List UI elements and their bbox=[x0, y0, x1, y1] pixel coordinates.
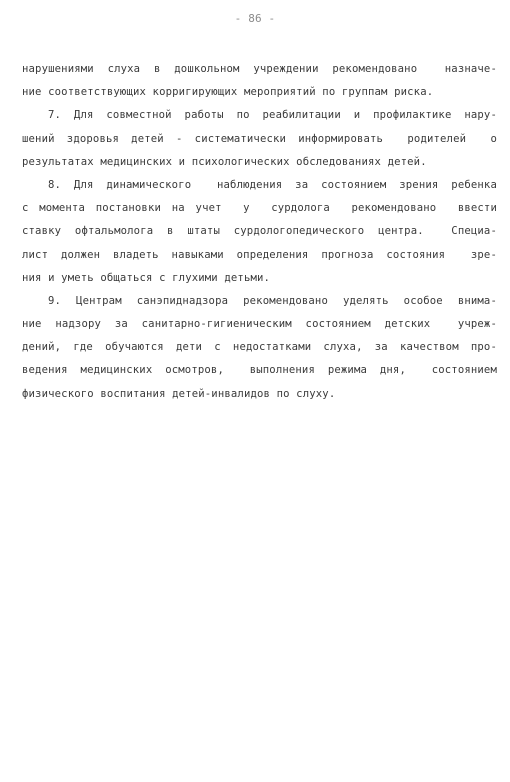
paragraph-8-first-line: 8. Для динамического наблюдения за состоянием зрения ребенка bbox=[48, 178, 497, 191]
text-line: ведения медицинских осмотров, выполнения режима дня, состоянием bbox=[22, 364, 497, 377]
text-line: шений здоровья детей - систематически информировать родителей о bbox=[22, 132, 497, 145]
text-line: физического воспитания детей-инвалидов по слуху. bbox=[22, 387, 336, 400]
text-line: лист должен владеть навыками определения прогноза состояния зре- bbox=[22, 248, 497, 261]
body-text bbox=[22, 58, 497, 406]
text-line: результатах медицинских и психологических обследованиях детей. bbox=[22, 155, 427, 168]
text-line: с момента постановки на учет у сурдолога рекомендовано ввести bbox=[22, 202, 497, 215]
paragraph-7-first-line: 7. Для совместной работы по реабилитации и профилактике нару- bbox=[48, 109, 497, 122]
text-line: ние соответствующих корригирующих мероприятий по группам риска. bbox=[22, 86, 434, 99]
paragraph-9-first-line: 9. Центрам санэпиднадзора рекомендовано уделять особое внима- bbox=[48, 294, 497, 307]
text-line: ния и уметь общаться с глухими детьми. bbox=[22, 271, 271, 284]
text-line: нарушениями слуха в дошкольном учреждении рекомендовано назначе- bbox=[22, 63, 497, 75]
page-number: - 86 - bbox=[234, 12, 276, 25]
text-line: ние надзору за санитарно-гигиеническим состоянием детских учреж- bbox=[22, 318, 497, 331]
text-line: ставку офтальмолога в штаты сурдологопедического центра. Специа- bbox=[22, 225, 497, 238]
text-line: дений, где обучаются дети с недостатками слуха, за качеством про- bbox=[22, 341, 497, 354]
